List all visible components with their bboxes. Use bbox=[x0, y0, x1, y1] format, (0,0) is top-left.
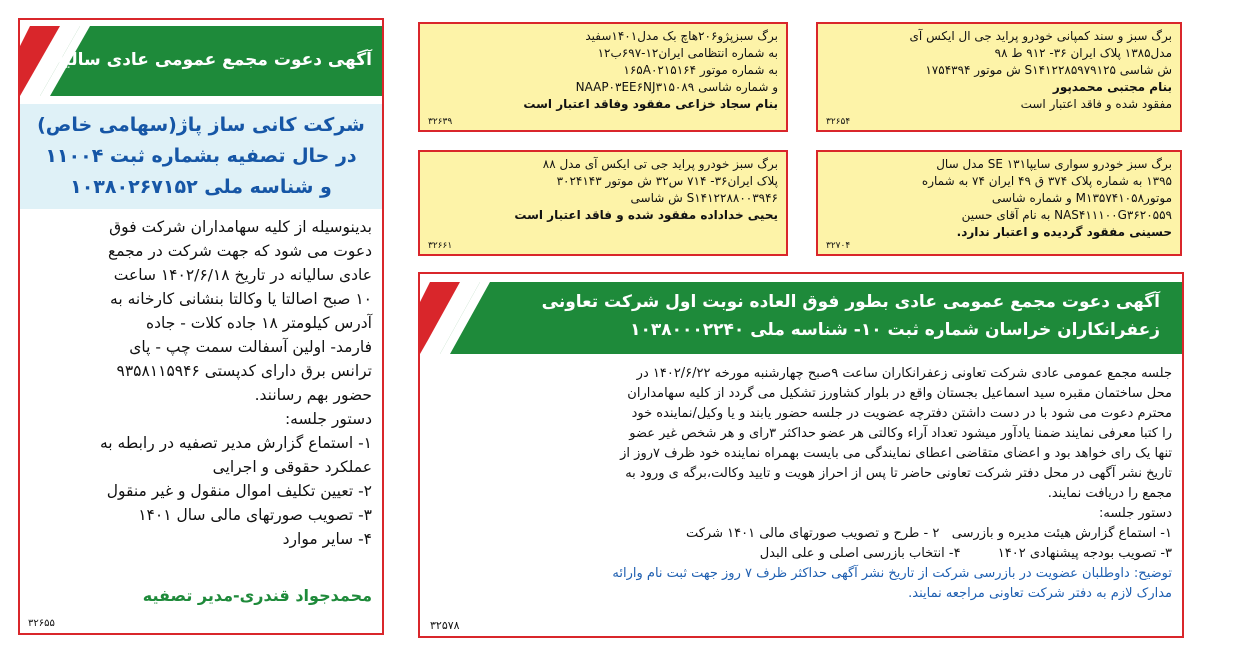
body-line: را کتبا معرفی نمایند ضمنا یادآور میشود تعداد آراء وکالتی هر عضو حداکثر ۳رای و هر شخص غیر عضو bbox=[629, 426, 1172, 441]
ad-code: ۳۲۵۷۸ bbox=[430, 619, 460, 632]
classified-ad-2 bbox=[418, 22, 788, 132]
note-line: مدارک لازم به دفتر شرکت تعاونی مراجعه نمایند. bbox=[908, 586, 1172, 601]
ad-line: یحیی خداداده مفقود شده و فاقد اعتبار است bbox=[514, 208, 778, 222]
body-line: عملکرد حقوقی و اجرایی bbox=[212, 458, 372, 476]
cooperative-meeting-ad bbox=[418, 272, 1184, 638]
ad-body bbox=[20, 209, 382, 551]
banner-subtitle: زعفرانکاران خراسان شماره ثبت ۱۰- شناسه ملی ۱۰۳۸۰۰۰۲۲۴۰ bbox=[630, 320, 1160, 340]
signature: محمدجواد قندری-مدیر تصفیه bbox=[142, 586, 372, 605]
ad-code: ۳۲۷۰۴ bbox=[826, 241, 851, 251]
ad-line: به شماره انتظامی ایران۱۲-۶۹۷ب۱۲ bbox=[597, 46, 778, 60]
ad-line: حسینی مفقود گردیده و اعتبار ندارد. bbox=[956, 225, 1172, 239]
ad-code: ۳۲۶۳۹ bbox=[428, 117, 453, 127]
ad-code: ۳۲۶۵۴ bbox=[826, 117, 851, 127]
ad-line: برگ سبز خودرو پراید جی تی ایکس آی مدل ۸۸ bbox=[542, 157, 778, 171]
body-line: محل ساختمان مقبره سید اسماعیل بجستان واقع در بلوار کشاورز تشکیل می گردد از کلیه سهامداران bbox=[627, 386, 1172, 401]
ad-body bbox=[420, 354, 1182, 604]
company-line: شرکت کانی ساز پاژ(سهامی خاص) bbox=[37, 114, 365, 136]
body-line: آدرس کیلومتر ۱۸ جاده کلات - جاده bbox=[145, 314, 372, 332]
ad-line: پلاک ایران۳۶- ۷۱۴ س۳۲ ش موتور ۳۰۲۴۱۴۳ bbox=[556, 174, 778, 188]
body-line: مجمع را دریافت نمایند. bbox=[1047, 486, 1172, 501]
body-line: تنها یک رای خواهد بود و اعضای متقاضی اعطای نمایندگی می بایست بهمراه نماینده خود ظرف ۷روز از bbox=[620, 446, 1172, 461]
agenda-line: ۱- استماع گزارش هیئت مدیره و بازرسی ۲ - طرح و تصویب صورتهای مالی ۱۴۰۱ شرکت bbox=[685, 526, 1172, 541]
shareholders-meeting-ad bbox=[18, 18, 384, 635]
company-name-block bbox=[20, 104, 382, 209]
ad-line: مدل۱۳۸۵ پلاک ایران ۳۶- ۹۱۲ ط ۹۸ bbox=[994, 46, 1172, 60]
body-line: ۴- سایر موارد bbox=[282, 530, 372, 548]
body-line: ۱- استماع گزارش مدیر تصفیه در رابطه به bbox=[100, 434, 372, 452]
body-line: جلسه مجمع عمومی عادی شرکت تعاونی زعفرانکاران ساعت ۹صبح چهارشنبه مورخه ۱۴۰۲/۶/۲۲ در bbox=[636, 366, 1172, 381]
ad-banner bbox=[20, 26, 382, 96]
classified-ad-3 bbox=[816, 150, 1182, 256]
body-line: ۳- تصویب صورتهای مالی سال ۱۴۰۱ bbox=[138, 506, 372, 524]
ad-line: برگ سبز و سند کمپانی خودرو پراید جی ال ایکس آی bbox=[909, 29, 1172, 43]
body-line: ۲- تعیین تکلیف اموال منقول و غیر منقول bbox=[106, 482, 372, 500]
company-line: و شناسه ملی ۱۰۳۸۰۲۶۷۱۵۲ bbox=[70, 176, 332, 198]
body-line: دستور جلسه: bbox=[284, 410, 372, 428]
classified-ad-4 bbox=[418, 150, 788, 256]
ad-line: بنام سجاد خزاعی مفقود وفاقد اعتبار است bbox=[523, 97, 778, 111]
ad-line: و شماره شاسی NAAP۰۳EE۶NJ۳۱۵۰۸۹ bbox=[575, 80, 778, 94]
ad-line: مفقود شده و فاقد اعتبار است bbox=[1020, 97, 1172, 111]
ad-line: ش شاسی S۱۴۱۲۲۸۵۹۷۹۱۲۵ ش موتور ۱۷۵۴۳۹۴ bbox=[925, 63, 1172, 77]
body-line: ترانس برق دارای کدپستی ۹۳۵۸۱۱۵۹۴۶ bbox=[116, 362, 372, 380]
body-line: عادی سالیانه در تاریخ ۱۴۰۲/۶/۱۸ ساعت bbox=[113, 266, 372, 284]
ad-line: S۱۴۱۲۲۸۸۰۰۳۹۴۶ ش شاسی bbox=[630, 191, 778, 205]
ad-line: به شماره موتور ۱۶۵A۰۲۱۵۱۶۴ bbox=[623, 63, 778, 77]
banner-stripe-decoration bbox=[420, 282, 510, 354]
ad-line: موتورM۱۳۵۷۴۱۰۵۸ و شماره شاسی bbox=[991, 191, 1172, 205]
ad-code: ۳۲۶۶۱ bbox=[428, 241, 453, 251]
ad-banner bbox=[420, 282, 1182, 354]
company-line: در حال تصفیه بشماره ثبت ۱۱۰۰۴ bbox=[45, 145, 357, 167]
ad-line: برگ سبزپژو۲۰۶هاچ بک مدل۱۴۰۱سفید bbox=[585, 29, 778, 43]
body-line: دعوت می شود که جهت شرکت در مجمع bbox=[107, 242, 372, 260]
banner-title: آگهی دعوت مجمع عمومی عادی سالیانه bbox=[41, 50, 372, 70]
body-line: محترم دعوت می شود با در دست داشتن دفترچه عضویت در جلسه حضور یابند و یا وکیل/نماینده خود bbox=[631, 406, 1172, 421]
agenda-title: دستور جلسه: bbox=[1098, 506, 1172, 521]
body-line: بدینوسیله از کلیه سهامداران شرکت فوق bbox=[109, 218, 372, 236]
ad-line: NAS۴۱۱۱۰۰G۳۶۲۰۵۵۹ به نام آقای حسین bbox=[961, 208, 1172, 222]
banner-title: آگهی دعوت مجمع عمومی عادی بطور فوق العاده نوبت اول شرکت تعاونی bbox=[541, 292, 1160, 312]
ad-code: ۳۲۶۵۵ bbox=[28, 618, 55, 629]
note-line: توضیح: داوطلبان عضویت در بازرسی شرکت از تاریخ نشر آگهی حداکثر ظرف ۷ روز جهت ثبت نام وارائه bbox=[612, 566, 1172, 581]
classified-ad-1 bbox=[816, 22, 1182, 132]
body-line: تاریخ نشر آگهی در محل دفتر شرکت تعاونی حاضر تا پس از احراز هویت و تایید وکالت،برگه ی ورود به bbox=[625, 466, 1172, 481]
ad-line: ۱۳۹۵ به شماره پلاک ۳۷۴ ق ۴۹ ایران ۷۴ به شماره bbox=[921, 174, 1172, 188]
body-line: فارمد- اولین آسفالت سمت چپ - پای bbox=[129, 338, 372, 356]
agenda-line: ۳- تصویب بودجه پیشنهادی ۱۴۰۲ ۴- انتخاب بازرسی اصلی و علی البدل bbox=[759, 546, 1172, 561]
ad-line: بنام مجتبی محمدپور bbox=[1052, 80, 1172, 94]
ad-line: برگ سبز خودرو سواری سایپاSE ۱۳۱ مدل سال bbox=[936, 157, 1172, 171]
body-line: ۱۰ صبح اصالتا یا وکالتا بنشانی کارخانه به bbox=[110, 290, 372, 308]
body-line: حضور بهم رسانند. bbox=[254, 386, 372, 404]
